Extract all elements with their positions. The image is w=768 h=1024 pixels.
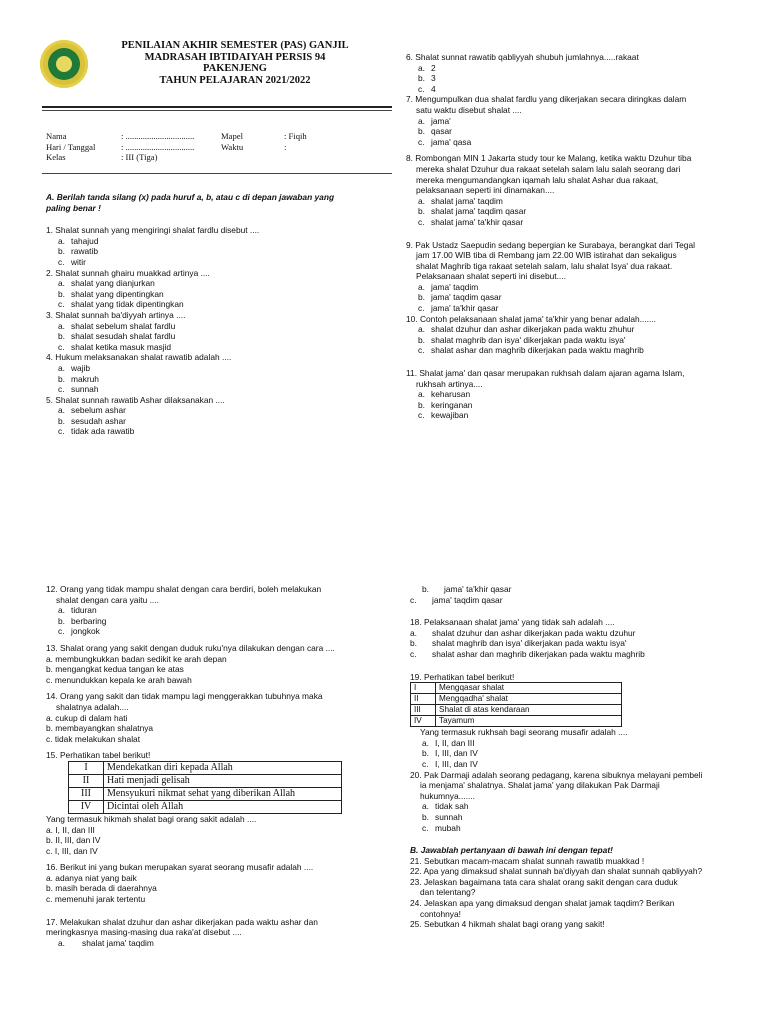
q9-line-4: Pelaksanaan shalat seperti ini disebut....: [416, 271, 566, 282]
q1-text: 1. Shalat sunnah yang mengiringi shalat fardlu disebut ....: [46, 225, 260, 236]
q17-line-2: meringkasnya masing-masing dua raka'at disebut ....: [46, 927, 242, 938]
q16-option-b[interactable]: b. masih berada di daerahnya: [46, 883, 157, 894]
q19-option-b[interactable]: b. I, III, dan IV: [422, 748, 478, 759]
q15-option-a[interactable]: a. I, II, dan III: [46, 824, 95, 835]
q6-option-c[interactable]: c. 4: [418, 83, 436, 94]
right-column-bottom: [410, 584, 730, 930]
q23-line-2: dan telentang?: [420, 887, 476, 898]
q9-option-b[interactable]: b. jama' taqdim qasar: [418, 292, 502, 303]
q20-line-3: hukumnya.......: [420, 790, 475, 801]
q8-option-b[interactable]: b. shalat jama' taqdim qasar: [418, 206, 527, 217]
left-column-top: [46, 192, 366, 437]
q6-option-b[interactable]: b. 3: [418, 73, 436, 84]
q8-line-1: 8. Rombongan MIN 1 Jakarta study tour ke Malang, ketika waktu Dzuhur tiba: [406, 153, 692, 164]
q5-option-a[interactable]: a. sebelum ashar: [58, 405, 126, 416]
nama-field[interactable]: : ................................: [121, 131, 195, 141]
exam-header: [95, 40, 375, 86]
q14-option-a[interactable]: a. cukup di dalam hati: [46, 712, 128, 723]
waktu-label: Waktu: [221, 141, 244, 152]
header-line-4: TAHUN PELAJARAN 2021/2022: [159, 74, 311, 86]
q1-option-c[interactable]: c. witir: [58, 256, 86, 267]
q8-option-c[interactable]: c. shalat jama' ta'khir qasar: [418, 216, 524, 227]
q5-option-c[interactable]: c. tidak ada rawatib: [58, 426, 135, 437]
header-divider-thin: [42, 110, 392, 111]
q7-line-1: 7. Mengumpulkan dua shalat fardlu yang dikerjakan secara diringkas dalam: [406, 94, 687, 105]
q8-line-4: pelaksanaan seperti ini dinamakan....: [416, 185, 555, 196]
q14-option-b[interactable]: b. membayangkan shalatnya: [46, 723, 154, 734]
q17-line-1: 17. Melakukan shalat dzuhur dan ashar dikerjakan pada waktu ashar dan: [46, 916, 318, 927]
q7-option-c[interactable]: c. jama' qasa: [418, 136, 472, 147]
q16-text: 16. Berikut ini yang bukan merupakan syarat seorang musafir adalah ....: [46, 862, 314, 873]
q4-option-a[interactable]: a. wajib: [58, 362, 91, 373]
q16-option-a[interactable]: a. adanya niat yang baik: [46, 872, 137, 883]
q3-option-c[interactable]: c. shalat ketika masuk masjid: [58, 341, 172, 352]
q12-option-a[interactable]: a. tiduran: [58, 605, 97, 616]
q19-table: [410, 682, 622, 727]
q22-text: 22. Apa yang dimaksud shalat sunnah ba'diyyah dan shalat sunnah qabliyyah?: [410, 866, 703, 877]
kelas-value: : III (Tiga): [121, 152, 158, 162]
nama-label: Nama: [46, 131, 67, 141]
q5-option-b[interactable]: b. sesudah ashar: [58, 415, 126, 426]
mapel-label: Mapel: [221, 131, 243, 141]
q15-row-3: III Mensyukuri nikmat sehat yang diberikan Allah: [69, 787, 342, 800]
q21-text: 21. Sebutkan macam-macam shalat sunnah rawatib muakkad !: [410, 855, 645, 866]
q19-option-c[interactable]: c. I, III, dan IV: [422, 758, 478, 769]
q19-row-4: IV Tayamum: [411, 716, 622, 727]
q12-line-1: 12. Orang yang tidak mampu shalat dengan cara berdiri, boleh melakukan: [46, 584, 322, 594]
q15-row-2: II Hati menjadi gelisah: [69, 774, 342, 787]
section-a-line-1: A. Berilah tanda silang (x) pada huruf a, b, atau c di depan jawaban yang: [46, 192, 335, 202]
q10-text: 10. Contoh pelaksanaan shalat jama' ta'khir yang benar adalah.......: [406, 313, 656, 324]
q11-option-c[interactable]: c. kewajiban: [418, 410, 469, 421]
q11-line-2: rukhsah artinya....: [416, 378, 483, 389]
q1-option-a[interactable]: a. tahajud: [58, 235, 99, 246]
q6-option-a[interactable]: a. 2: [418, 62, 436, 73]
q20-line-1: 20. Pak Darmaji adalah seorang pedagang, karena sibuknya melayani pembeli: [410, 769, 703, 780]
student-info: [46, 131, 307, 163]
q5-text: 5. Shalat sunnah rawatib Ashar dilaksanakan ....: [46, 394, 225, 405]
q17-option-c[interactable]: c. jama' taqdim qasar: [410, 594, 503, 605]
q3-text: 3. Shalat sunnah ba'diyyah artinya ....: [46, 309, 186, 320]
q19-text: 19. Perhatikan tabel berikut!: [410, 671, 515, 682]
section-b-title: B. Jawablah pertanyaan di bawah ini dengan tepat!: [410, 845, 613, 856]
q19-row-3: III Shalat di atas kendaraan: [411, 705, 622, 716]
q14-option-c[interactable]: c. tidak melakukan shalat: [46, 733, 141, 744]
q10-option-b[interactable]: b. shalat maghrib dan isya' dikerjakan pada waktu isya': [418, 334, 626, 345]
mapel-value: : Fiqih: [284, 131, 307, 141]
q18-option-c[interactable]: c. shalat ashar dan maghrib dikerjakan pada waktu maghrib: [410, 648, 645, 659]
right-column-top: [406, 52, 730, 421]
q9-line-3: shalat Maghrib tiga rakaat setelah salam, lalu shalat Isya' dua rakaat.: [416, 260, 673, 271]
q24-line-2: contohnya!: [420, 908, 461, 919]
hari-field[interactable]: : ................................: [121, 141, 195, 152]
q7-line-2: satu waktu disebut shalat ....: [416, 104, 522, 115]
q17-option-a[interactable]: a. shalat jama' taqdim: [58, 937, 154, 948]
q20-option-c[interactable]: c. mubah: [422, 822, 461, 833]
q14-line-1: 14. Orang yang sakit dan tidak mampu lagi menggerakkan tubuhnya maka: [46, 691, 323, 702]
q19-row-2: II Mengqadha' shalat: [411, 694, 622, 705]
q3-option-b[interactable]: b. shalat sesudah shalat fardlu: [58, 331, 176, 342]
q6-text: 6. Shalat sunnat rawatib qabliyyah shubuh jumlahnya.....rakaat: [406, 52, 639, 62]
q10-option-c[interactable]: c. shalat ashar dan maghrib dikerjakan pada waktu maghrib: [418, 345, 644, 356]
q15-option-c[interactable]: c. I, III, dan IV: [46, 845, 98, 856]
kelas-label: Kelas: [46, 152, 66, 162]
q19-question: Yang termasuk rukhsah bagi seorang musafir adalah ....: [420, 727, 628, 738]
q4-option-c[interactable]: c. sunnah: [58, 384, 99, 395]
q19-option-a[interactable]: a. I, II, dan III: [422, 737, 475, 748]
q25-text: 25. Sebutkan 4 hikmah shalat bagi orang yang sakit!: [410, 919, 605, 930]
header-line-1: PENILAIAN AKHIR SEMESTER (PAS) GANJIL: [121, 40, 349, 51]
q14-line-2: shalatnya adalah....: [56, 701, 129, 712]
q15-table: [68, 761, 342, 814]
section-a-line-2: paling benar !: [46, 202, 101, 213]
q12-line-2: shalat dengan cara yaitu ....: [56, 594, 159, 605]
q8-line-2: mereka shalat Dzuhur dua rakaat setelah salam lalu salah seorang dari: [416, 163, 681, 174]
q13-option-a[interactable]: a. membungkukkan badan sedikit ke arah depan: [46, 653, 227, 664]
q15-row-1: I Mendekatkan diri kepada Allah: [69, 761, 342, 774]
q4-text: 4. Hukum melaksanakan shalat rawatib adalah ....: [46, 352, 232, 363]
q20-option-a[interactable]: a. tidak sah: [422, 801, 469, 812]
header-line-2: MADRASAH IBTIDAIYAH PERSIS 94: [144, 51, 326, 63]
q2-text: 2. Shalat sunnah ghairu muakkad artinya ....: [46, 267, 210, 278]
q16-option-c[interactable]: c. memenuhi jarak tertentu: [46, 894, 146, 905]
q1-option-b[interactable]: b. rawatib: [58, 246, 98, 257]
q15-row-4: IV Dicintai oleh Allah: [69, 800, 342, 813]
q10-option-a[interactable]: a. shalat dzuhur dan ashar dikerjakan pada waktu zhuhur: [418, 324, 635, 335]
q17-option-b[interactable]: b. jama' ta'khir qasar: [422, 584, 512, 594]
hari-label: Hari / Tanggal: [46, 141, 96, 152]
q20-option-b[interactable]: b. sunnah: [422, 811, 463, 822]
q19-row-1: I Mengqasar shalat: [411, 683, 622, 694]
q20-line-2: ia menjama' shalatnya. Shalat jama' yang dilakukan Pak Darmaji: [420, 780, 660, 791]
q9-option-c[interactable]: c. jama' ta'khir qasar: [418, 303, 499, 314]
q18-option-b[interactable]: b. shalat maghrib dan isya' dikerjakan pada waktu isya': [410, 638, 627, 649]
q12-option-b[interactable]: b. berbaring: [58, 615, 107, 626]
q15-text: 15. Perhatikan tabel berikut!: [46, 750, 151, 761]
q18-option-a[interactable]: a. shalat dzuhur dan ashar dikerjakan pada waktu dzuhur: [410, 627, 636, 638]
q9-line-2: jam 17.00 WIB tiba di Rembang jam 22.00 WIB istirahat dan sekaligus: [416, 250, 677, 261]
q18-text: 18. Pelaksanaan shalat jama' yang tidak sah adalah ....: [410, 617, 615, 628]
q7-option-b[interactable]: b. qasar: [418, 126, 452, 137]
q2-option-c[interactable]: c. shalat yang tidak dipentingkan: [58, 299, 184, 310]
q13-option-c[interactable]: c. menundukkan kepala ke arah bawah: [46, 674, 192, 685]
waktu-value: :: [284, 141, 287, 152]
q13-text: 13. Shalat orang yang sakit dengan duduk ruku'nya dilakukan dengan cara ....: [46, 642, 335, 653]
q23-line-1: 23. Jelaskan bagaimana tata cara shalat orang sakit dengan cara duduk: [410, 876, 678, 887]
q11-option-b[interactable]: b. keringanan: [418, 399, 473, 410]
q3-option-a[interactable]: a. shalat sebelum shalat fardlu: [58, 320, 176, 331]
info-divider: [42, 173, 392, 174]
q11-option-a[interactable]: a. keharusan: [418, 389, 471, 400]
q7-option-a[interactable]: a. jama': [418, 115, 451, 126]
q11-line-1: 11. Shalat jama' dan qasar merupakan rukhsah dalam ajaran agama Islam,: [406, 368, 685, 379]
q4-option-b[interactable]: b. makruh: [58, 373, 99, 384]
q9-option-a[interactable]: a. jama' taqdim: [418, 281, 479, 292]
q9-line-1: 9. Pak Ustadz Saepudin sedang bepergian ke Surabaya, berangkat dari Tegal: [406, 239, 695, 250]
q2-option-b[interactable]: b. shalat yang dipentingkan: [58, 288, 164, 299]
left-column-bottom: [46, 584, 371, 948]
q8-option-a[interactable]: a. shalat jama' taqdim: [418, 195, 503, 206]
q24-line-1: 24. Jelaskan apa yang dimaksud dengan shalat jamak taqdim? Berikan: [410, 898, 675, 909]
q2-option-a[interactable]: a. shalat yang dianjurkan: [58, 278, 155, 289]
header-line-3: PAKENJENG: [203, 63, 267, 74]
q15-option-b[interactable]: b. II, III, dan IV: [46, 835, 101, 846]
q12-option-c[interactable]: c. jongkok: [58, 626, 100, 637]
q8-line-3: mereka mengumandangkan iqamah lalu shalat Ashar dua rakaat,: [416, 174, 659, 185]
q15-question: Yang termasuk hikmah shalat bagi orang sakit adalah ....: [46, 813, 257, 824]
header-divider: [42, 106, 392, 108]
school-logo: [40, 40, 88, 88]
q13-option-b[interactable]: b. mengangkat kedua tangan ke atas: [46, 664, 184, 675]
